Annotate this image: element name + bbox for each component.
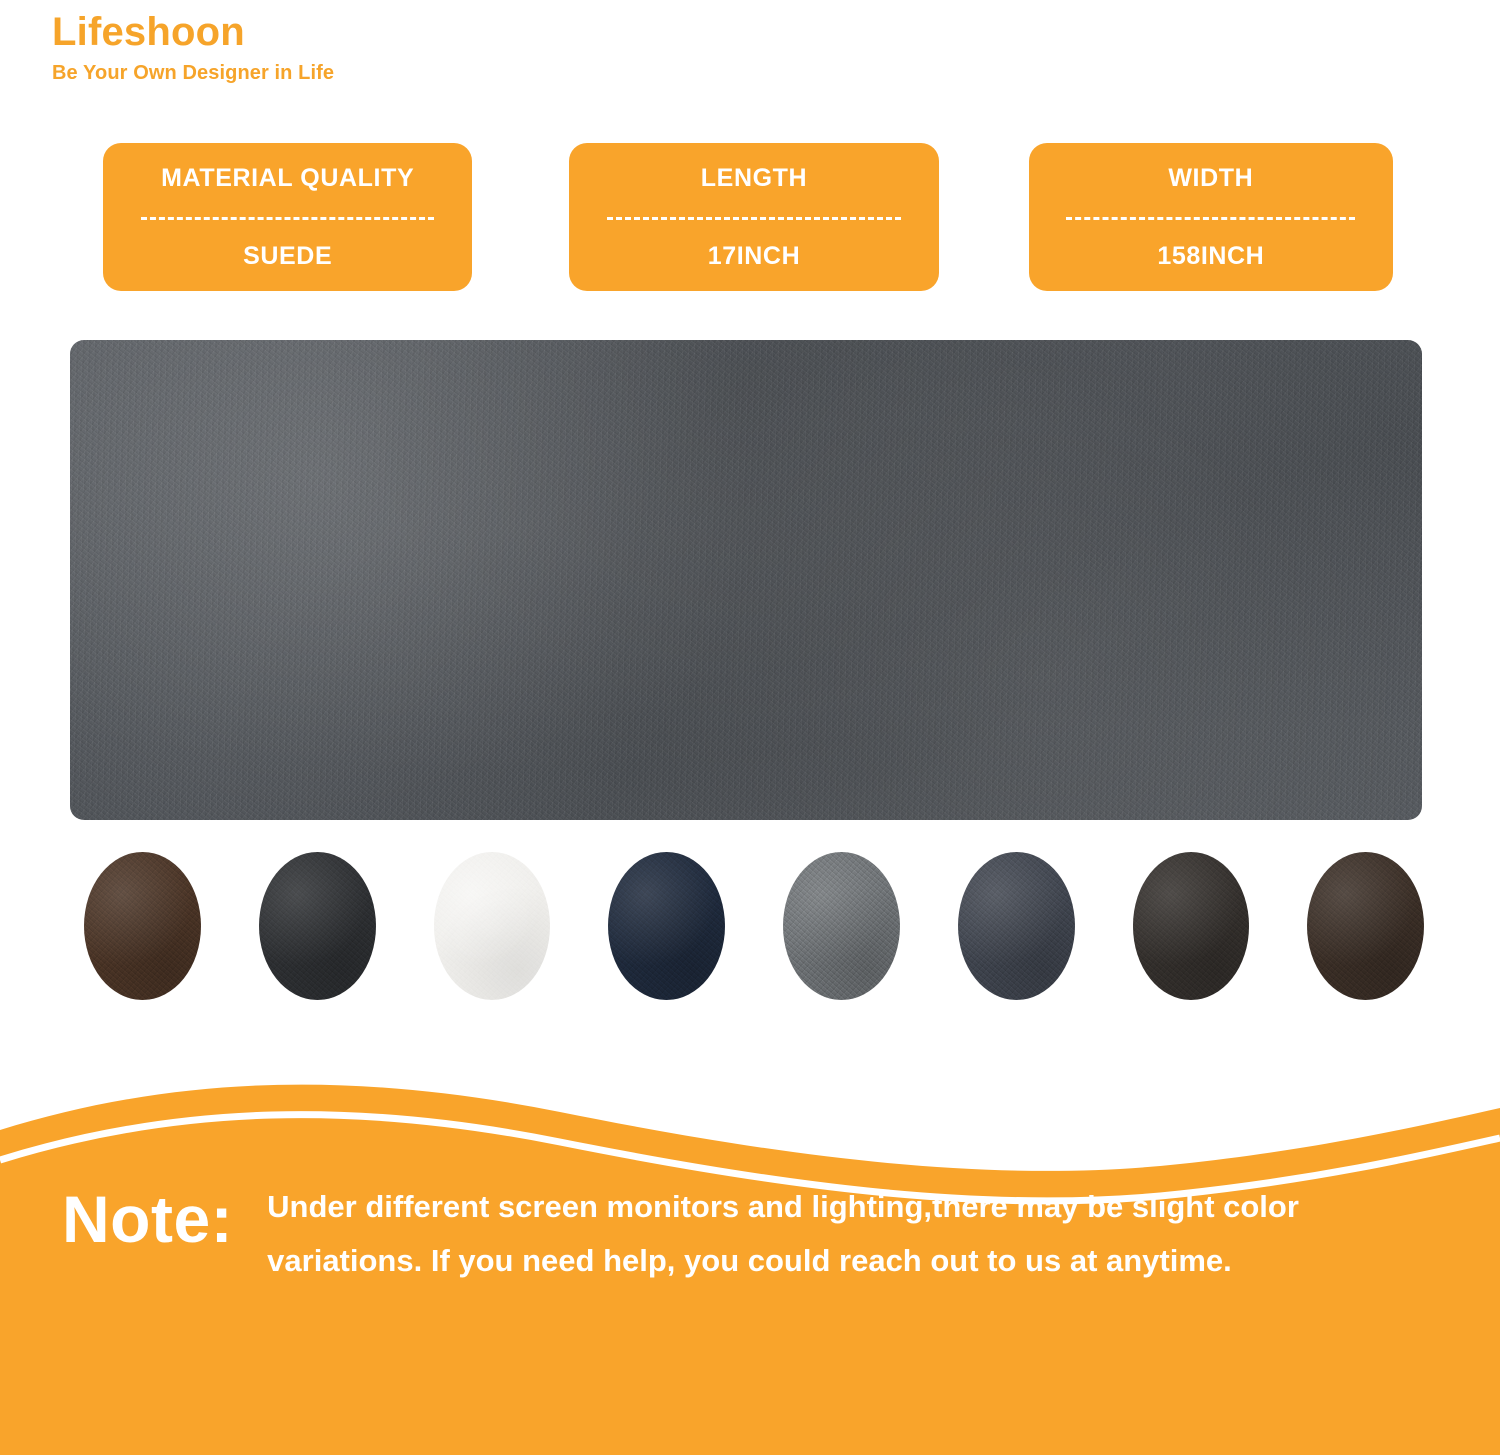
- brand-tagline: Be Your Own Designer in Life: [52, 62, 335, 84]
- spec-title: WIDTH: [1168, 164, 1254, 192]
- color-swatch-ivory-white[interactable]: [434, 852, 551, 1000]
- shading-overlay-icon: [84, 852, 201, 1000]
- color-swatch-slate-grey[interactable]: [958, 852, 1075, 1000]
- shading-overlay-icon: [434, 852, 551, 1000]
- dashed-divider: [141, 217, 434, 220]
- brand-block: [52, 10, 334, 85]
- note-text: Under different screen monitors and lighting,there may be slight color variations. If you need help, you could reach out to us at anytime.: [267, 1189, 1299, 1279]
- shading-overlay-icon: [259, 852, 376, 1000]
- product-image-suede-runner-rug: [70, 340, 1422, 820]
- shading-overlay-icon: [958, 852, 1075, 1000]
- spec-card-length: [569, 143, 938, 291]
- dashed-divider: [1066, 217, 1355, 220]
- color-swatch-dark-brown[interactable]: [84, 852, 201, 1000]
- spec-value: 158INCH: [1157, 241, 1265, 270]
- color-swatch-espresso-brown[interactable]: [1307, 852, 1424, 1000]
- spec-title: LENGTH: [700, 164, 808, 192]
- spec-card-row: [103, 143, 1393, 291]
- color-swatch-medium-grey[interactable]: [783, 852, 900, 1000]
- color-swatch-charcoal-black[interactable]: [259, 852, 376, 1000]
- dashed-divider: [607, 217, 900, 220]
- shading-overlay-icon: [608, 852, 725, 1000]
- spec-card-width: [1029, 143, 1393, 291]
- spec-title: MATERIAL QUALITY: [161, 164, 415, 192]
- brand-name: Lifeshoon: [52, 10, 245, 54]
- note-banner: [0, 1068, 1500, 1455]
- shading-overlay-icon: [1307, 852, 1424, 1000]
- note-label: Note:: [62, 1182, 234, 1256]
- spec-value: SUEDE: [243, 241, 333, 270]
- spec-card-material-quality: [103, 143, 472, 291]
- note-content: [0, 1180, 1500, 1289]
- spec-value: 17INCH: [707, 241, 801, 270]
- color-swatch-navy-blue[interactable]: [608, 852, 725, 1000]
- color-swatch-coffee-black[interactable]: [1133, 852, 1250, 1000]
- shading-overlay-icon: [783, 852, 900, 1000]
- color-swatch-row: [84, 852, 1424, 1000]
- shading-overlay-icon: [1133, 852, 1250, 1000]
